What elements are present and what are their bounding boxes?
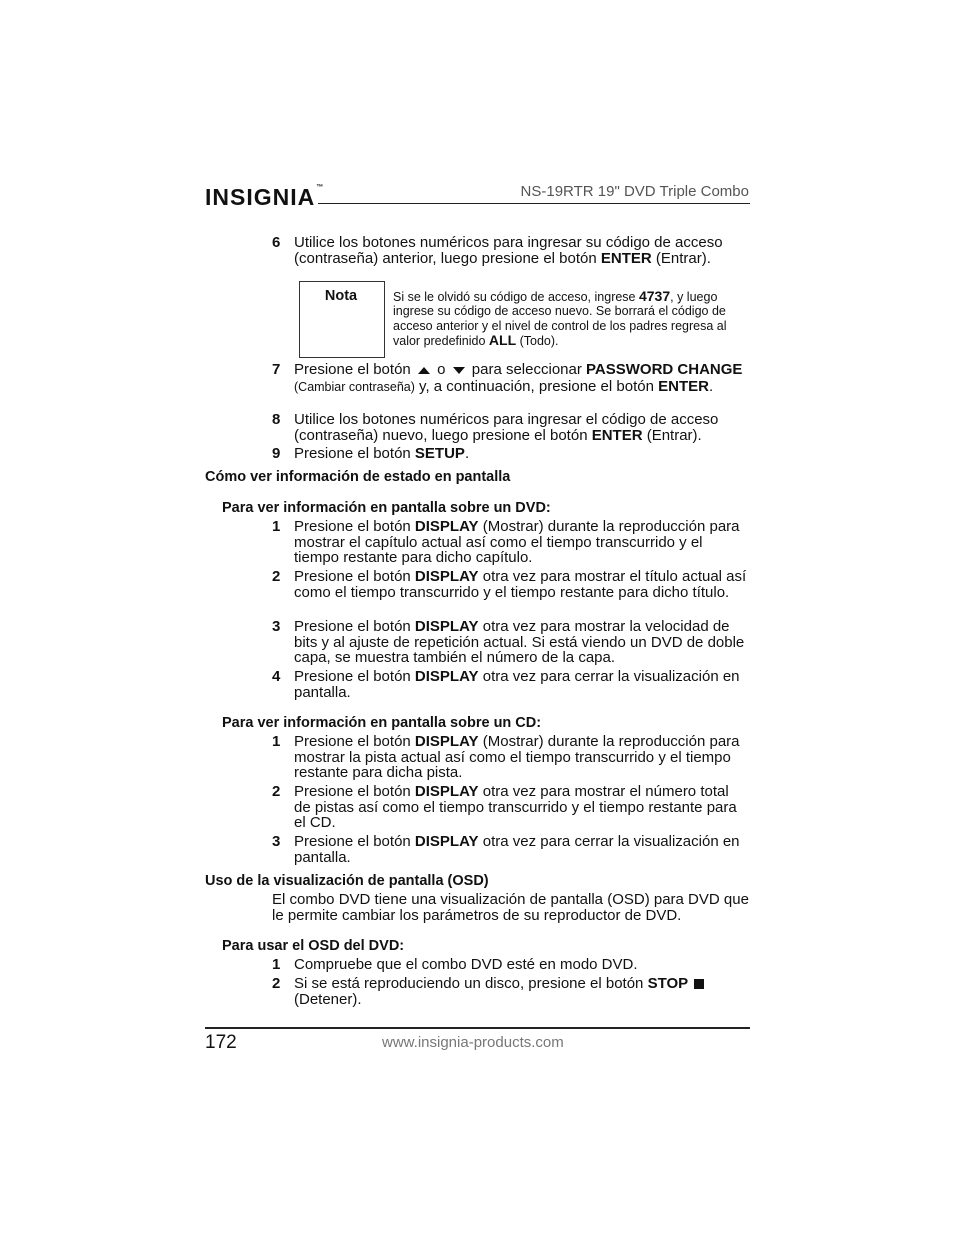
- step-number: 2: [272, 568, 281, 585]
- step-text: [294, 519, 749, 566]
- cd-step-1: [272, 734, 750, 782]
- subsection-heading: Para ver información en pantalla sobre un DVD:: [222, 500, 551, 516]
- step-text: [294, 235, 749, 266]
- text-run: para seleccionar: [467, 361, 587, 378]
- text-run: Presione el botón: [294, 518, 415, 535]
- note-callout: [299, 281, 750, 357]
- osd-intro: El combo DVD tiene una visualización de pantalla (OSD) para DVD que le permite cambiar los parámetros de su reproductor de DVD.: [272, 891, 749, 924]
- step-number: 3: [272, 833, 281, 850]
- display-label: DISPLAY: [414, 783, 479, 800]
- text-run: otra vez para cerrar la visualización en pantalla.: [294, 833, 740, 866]
- section-heading: Cómo ver información de estado en pantalla: [205, 469, 511, 485]
- step-9: [272, 446, 750, 464]
- enter-label: ENTER: [658, 377, 709, 395]
- dvd-step-4: [272, 669, 750, 703]
- cd-step-2: [272, 784, 750, 832]
- section-heading: Uso de la visualización de pantalla (OSD): [205, 873, 489, 889]
- step-text: [294, 784, 749, 831]
- step-6: [272, 235, 750, 269]
- stop-icon: [694, 979, 704, 989]
- text-run: otra vez para mostrar la velocidad de bits y al ajuste de repetición actual. Si está viendo un DVD de doble capa, se muestra también el número de la capa.: [294, 618, 745, 667]
- step-number: 6: [272, 234, 281, 251]
- enter-label: ENTER: [591, 426, 643, 444]
- display-label: DISPLAY: [414, 733, 479, 750]
- text-run: Presione el botón: [294, 445, 415, 462]
- cd-step-3: [272, 834, 750, 868]
- display-label: DISPLAY: [414, 618, 479, 635]
- step-number: 3: [272, 618, 281, 635]
- step-text: [294, 734, 749, 781]
- step-7: [272, 362, 750, 410]
- step-text: [294, 446, 749, 462]
- step-number: 1: [272, 956, 281, 973]
- osd-step-1: [272, 957, 750, 975]
- step-number: 1: [272, 733, 281, 750]
- text-run: otra vez para cerrar la visualización en pantalla.: [294, 668, 740, 701]
- step-text: [294, 976, 734, 1007]
- step-number: 9: [272, 445, 281, 462]
- text-run: (Cambiar contraseña): [294, 379, 415, 394]
- display-label: DISPLAY: [414, 568, 479, 585]
- step-number: 8: [272, 411, 281, 428]
- document-title: NS-19RTR 19" DVD Triple Combo: [520, 183, 749, 200]
- all-label: ALL: [488, 332, 517, 349]
- display-label: DISPLAY: [414, 833, 479, 850]
- step-text: [294, 362, 749, 395]
- down-arrow-icon: [453, 367, 465, 374]
- text-run: (Todo).: [516, 334, 559, 349]
- dvd-step-2: [272, 569, 750, 617]
- step-8: [272, 412, 750, 446]
- osd-step-2: [272, 976, 750, 1010]
- logo-text: INSIGNIA: [205, 184, 316, 210]
- step-text: [294, 619, 749, 666]
- text-run: (Entrar).: [642, 426, 702, 444]
- note-text: [393, 289, 745, 349]
- text-run: otra vez para mostrar el título actual así como el tiempo transcurrido y el tiempo restante para dicho título.: [294, 568, 747, 601]
- setup-label: SETUP: [414, 445, 465, 462]
- step-number: 4: [272, 668, 281, 685]
- text-run: Presione el botón: [294, 668, 415, 685]
- text-run: Presione el botón: [294, 618, 415, 635]
- text-run: Presione el botón: [294, 361, 415, 378]
- insignia-logo: [205, 184, 324, 211]
- text-run: Si se está reproduciendo un disco, presione el botón: [294, 975, 648, 992]
- text-run: Si se le olvidó su código de acceso, ingrese: [393, 290, 639, 304]
- text-run: , y luego ingrese su código de acceso nuevo. Se borrará el código de acceso anterior y el nivel de control de los padres regresa al valor predefinido: [393, 290, 727, 349]
- password-change-label: PASSWORD CHANGE: [586, 361, 743, 378]
- step-number: 1: [272, 518, 281, 535]
- text-run: .: [464, 445, 470, 462]
- text-run: Utilice los botones numéricos para ingresar el código de acceso (contraseña) nuevo, luego presione el botón: [294, 411, 719, 444]
- note-label: Nota: [324, 288, 358, 304]
- header-rule: [318, 203, 750, 204]
- display-label: DISPLAY: [414, 668, 479, 685]
- step-number: 2: [272, 783, 281, 800]
- text-run: otra vez para mostrar el número total de pistas así como el tiempo transcurrido y el tiempo restante para el CD.: [294, 783, 737, 832]
- text-run: Presione el botón: [294, 783, 415, 800]
- subsection-heading: Para ver información en pantalla sobre un CD:: [222, 715, 542, 731]
- dvd-step-3: [272, 619, 750, 667]
- text-run: Presione el botón: [294, 833, 415, 850]
- step-text: [294, 834, 749, 865]
- page-number: 172: [205, 1032, 237, 1053]
- trademark-symbol: ™: [316, 184, 325, 191]
- text-run: Presione el botón: [294, 568, 415, 585]
- step-text: Compruebe que el combo DVD esté en modo DVD.: [294, 956, 638, 973]
- step-number: 2: [272, 975, 281, 992]
- text-run: (Mostrar) durante la reproducción para mostrar el capítulo actual así como el tiempo transcurrido y el tiempo restante para dicho capítulo.: [294, 518, 740, 567]
- text-run: Utilice los botones numéricos para ingresar su código de acceso (contraseña) anterior, luego presione el botón: [294, 234, 723, 267]
- text-run: o: [432, 361, 450, 378]
- up-arrow-icon: [418, 367, 430, 374]
- website-url: www.insignia-products.com: [382, 1034, 564, 1051]
- text-run: .: [708, 377, 714, 395]
- subsection-heading: Para usar el OSD del DVD:: [222, 938, 405, 954]
- step-text: [294, 669, 749, 700]
- step-number: 7: [272, 361, 281, 378]
- text-run: (Mostrar) durante la reproducción para mostrar la pista actual así como el tiempo transcurrido y el tiempo restante para dicha pista.: [294, 733, 740, 782]
- step-text: [294, 569, 749, 600]
- step-text: [294, 412, 749, 443]
- dvd-step-1: [272, 519, 750, 567]
- text-run: (Entrar).: [651, 249, 711, 267]
- footer-rule: [205, 1027, 750, 1029]
- text-run: Presione el botón: [294, 733, 415, 750]
- enter-label: ENTER: [600, 249, 652, 267]
- stop-label: STOP: [647, 975, 689, 992]
- default-code: 4737: [638, 288, 671, 304]
- text-run: (Detener).: [294, 990, 362, 1008]
- text-run: y, a continuación, presione el botón: [414, 377, 659, 395]
- display-label: DISPLAY: [414, 518, 479, 535]
